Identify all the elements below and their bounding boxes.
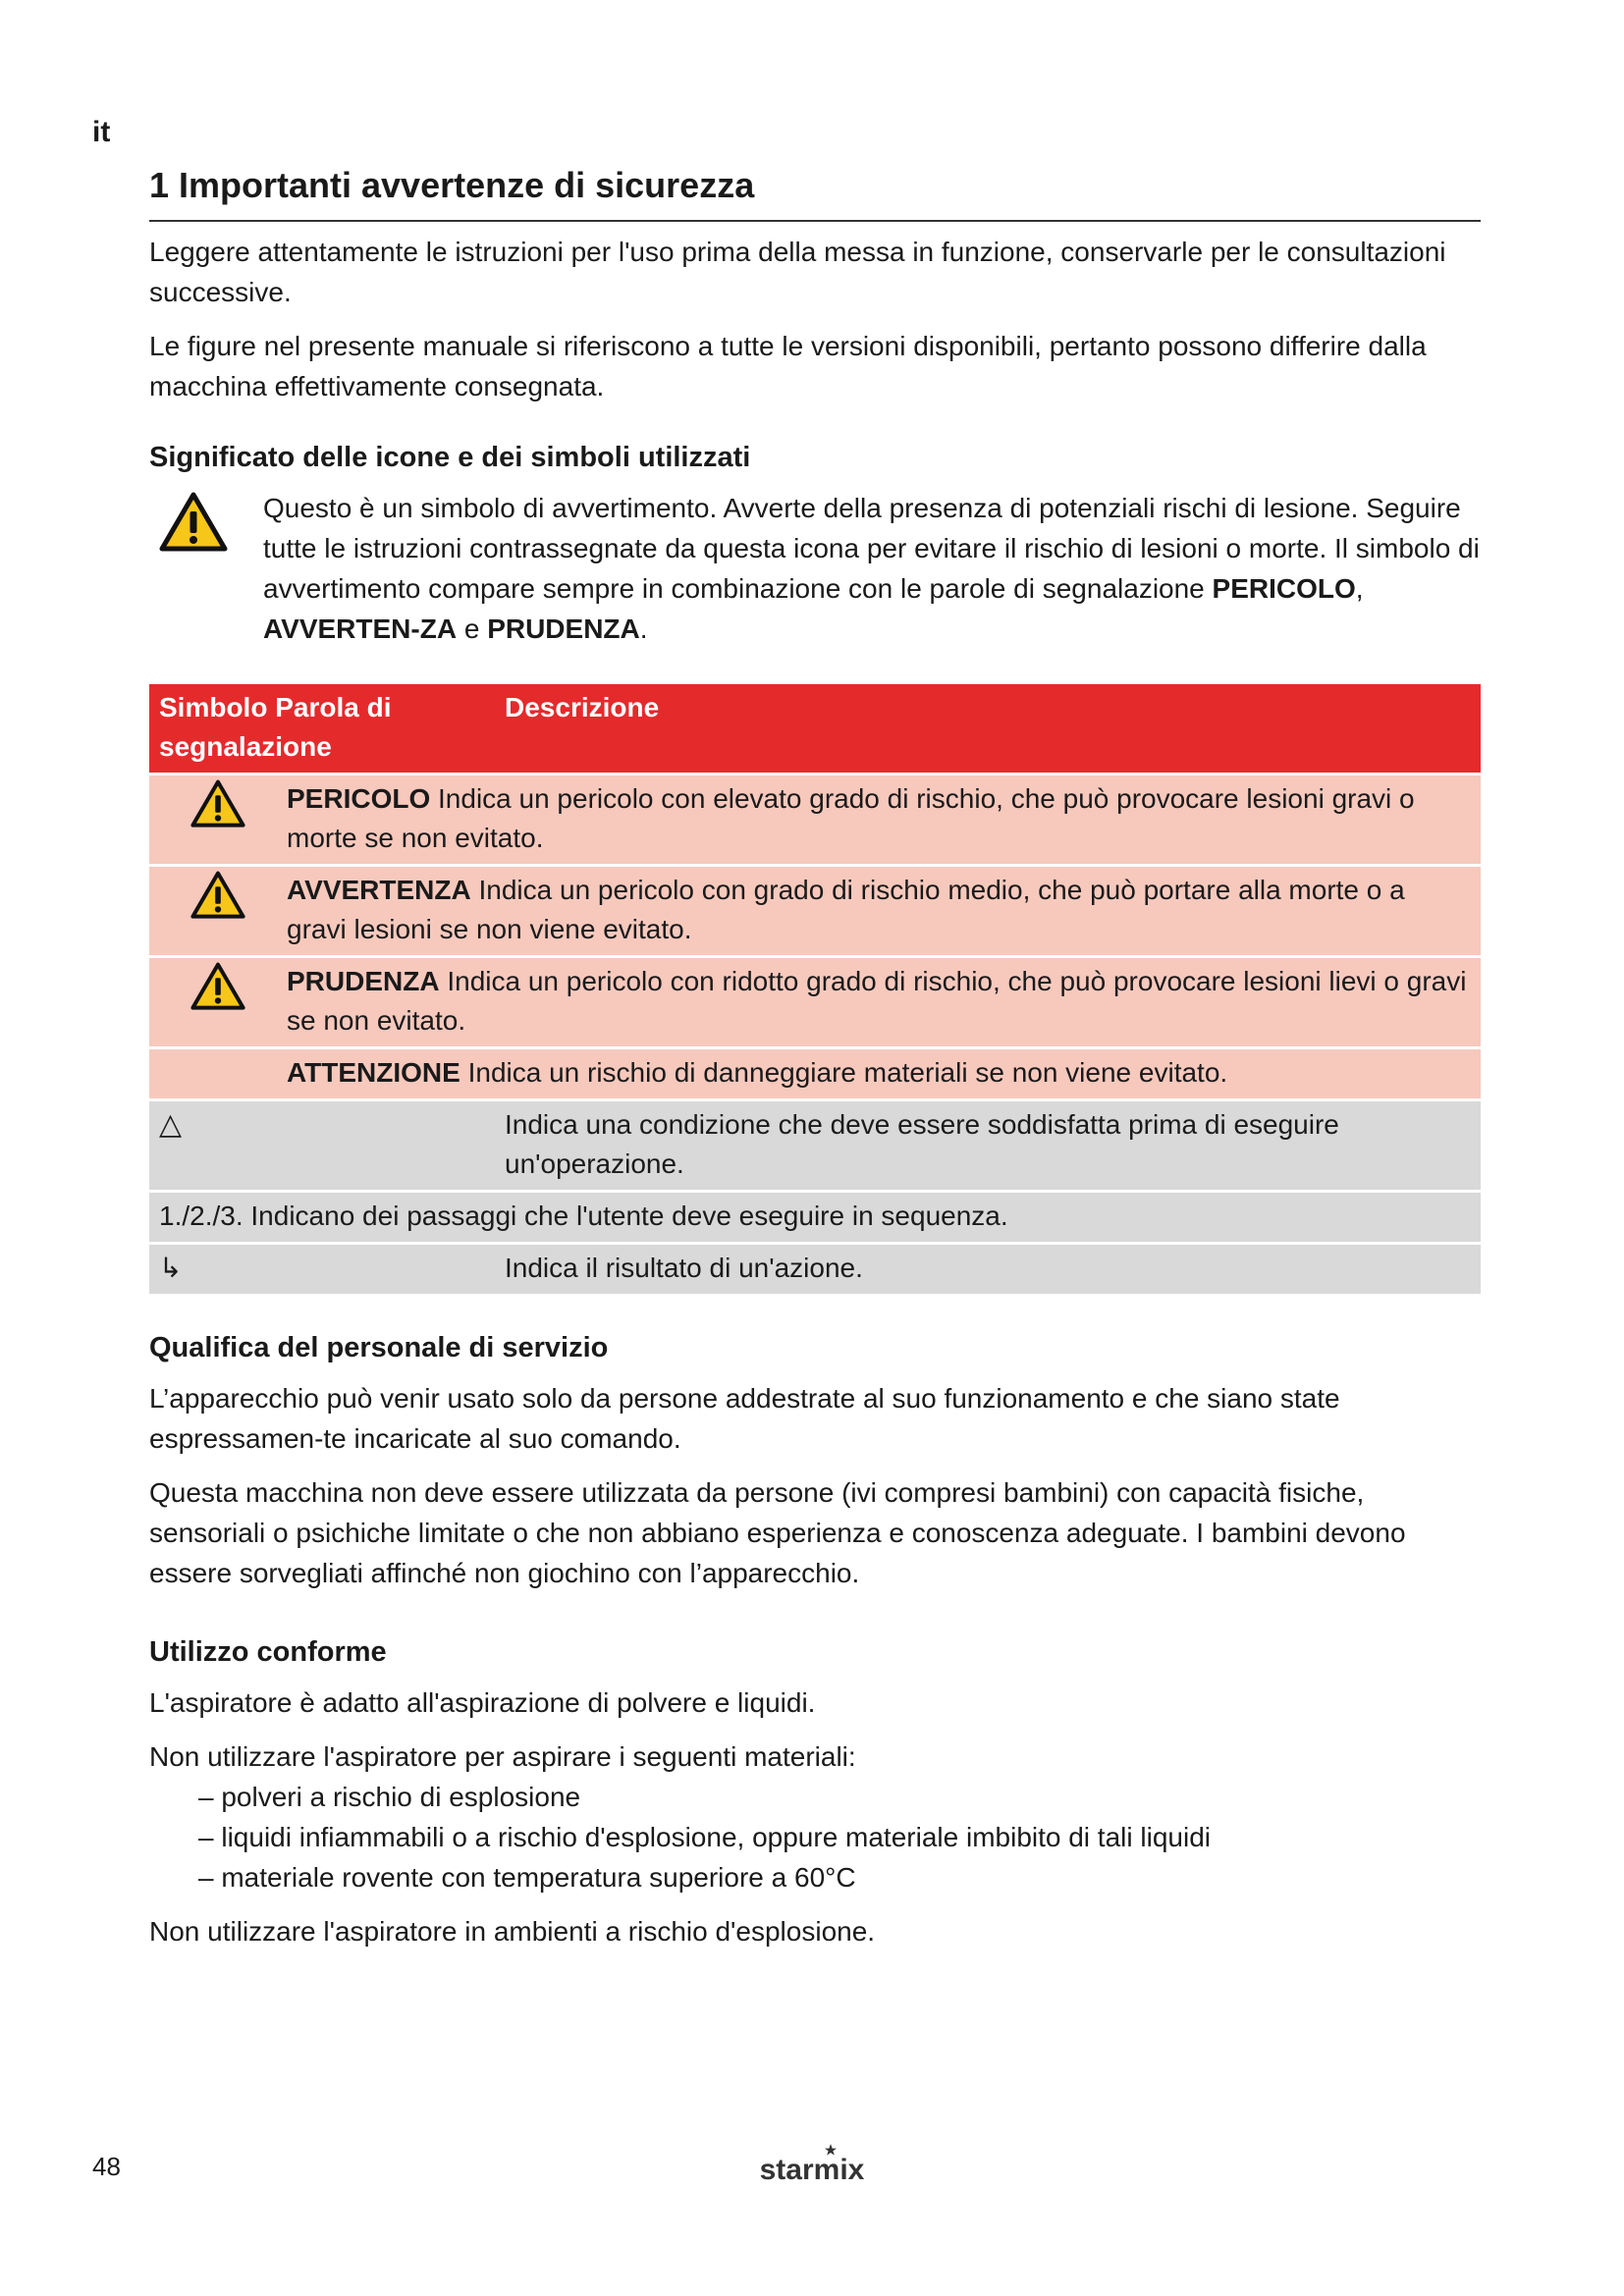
table-row [149,1100,1481,1192]
utilizzo-heading: Utilizzo conforme [149,1636,387,1668]
table-row [149,866,1481,957]
symbol-description: Indica il risultato di un'azione. [483,1244,1481,1296]
symbol-description: Indica una condizione che deve essere soddisfatta prima di eseguire un'operazione. [483,1100,1481,1192]
warning-triangle-icon [149,488,242,649]
table-row [149,1192,1481,1244]
keyword-prudenza: PRUDENZA [487,614,640,644]
section-title: 1 Importanti avvertenze di sicurezza [149,165,1481,222]
table-row [149,774,1481,866]
table-header-description: Descrizione [483,684,1481,774]
list-item: – polveri a rischio di esplosione [198,1782,581,1812]
signal-word: PRUDENZA [287,966,440,996]
signal-description: Indica un pericolo con elevato grado di rischio, che può provocare lesioni gravi o morte se non evitato. [287,783,1415,853]
qualifica-paragraph-1: L’apparecchio può venir usato solo da persone addestrate al suo funzionamento e che siano state espressamen-te incaricate al suo comando. [149,1383,1340,1454]
brand-wordmark: starmix [759,2154,865,2186]
keyword-pericolo: PERICOLO [1212,573,1356,604]
warning-triangle-icon [149,774,287,866]
steps-symbol: 1./2./3. [159,1201,244,1231]
result-arrow-icon: ↳ [149,1244,287,1296]
signal-description: Indica un rischio di danneggiare materiali se non viene evitato. [467,1057,1228,1088]
symbol-description: Indicano dei passaggi che l'utente deve eseguire in sequenza. [250,1201,1008,1231]
signal-word: PERICOLO [287,783,431,814]
qualifica-heading: Qualifica del personale di servizio [149,1332,609,1363]
condition-triangle-icon: △ [149,1100,287,1192]
table-row [149,1048,1481,1100]
page-number: 48 [92,2152,121,2181]
warning-triangle-icon [149,866,287,957]
table-row [149,1244,1481,1296]
list-item: – liquidi infiammabili o a rischio d'esplosione, oppure materiale imbibito di tali liquidi [198,1822,1211,1852]
intro-paragraph-1: Leggere attentamente le istruzioni per l'uso prima della messa in funzione, conservarle per le consultazioni successive. [149,237,1446,307]
signal-word: ATTENZIONE [287,1057,460,1088]
table-header-symbol-signal: Simbolo Parola di segnalazione [149,684,483,774]
page-content [149,165,1481,1965]
language-code: it [92,116,111,148]
intro-paragraph-2: Le figure nel presente manuale si riferiscono a tutte le versioni disponibili, pertanto possono differire dalla macchina effettivamente consegnata. [149,331,1427,401]
utilizzo-paragraph-2: Non utilizzare l'aspiratore per aspirare i seguenti materiali: [149,1741,856,1772]
utilizzo-paragraph-1: L'aspiratore è adatto all'aspirazione di polvere e liquidi. [149,1687,816,1718]
list-item: – materiale rovente con temperatura superiore a 60°C [198,1862,856,1893]
icons-heading: Significato delle icone e dei simboli utilizzati [149,442,751,473]
warning-symbol-description: Questo è un simbolo di avvertimento. Avverte della presenza di potenziali rischi di lesione. Seguire tutte le istruzioni contrassegnate da questa icona per evitare il rischio di lesioni o morte. Il simbolo di avvertimento compare sempre in combinazione con le parole di segnalazione PERICOLO, AVVERTEN-ZA e PRUDENZA. [263,493,1480,644]
warning-triangle-icon [149,957,287,1048]
starmix-logo [748,2140,876,2189]
table-header-row [149,684,1481,774]
utilizzo-paragraph-3: Non utilizzare l'aspiratore in ambienti a rischio d'esplosione. [149,1916,876,1947]
excluded-materials-list [198,1777,1481,1897]
signal-description: Indica un pericolo con grado di rischio medio, che può portare alla morte o a gravi lesioni se non viene evitato. [287,875,1405,944]
signal-words-table [149,684,1481,1297]
qualifica-paragraph-2: Questa macchina non deve essere utilizzata da persone (ivi compresi bambini) con capacità fisiche, sensoriali o psichiche limitate o che non abbiano esperienza e conoscenza adeguate. I bambini devono essere sorvegliati affinché non giochino con l’apparecchio. [149,1477,1406,1588]
signal-description: Indica un pericolo con ridotto grado di rischio, che può provocare lesioni lievi o gravi se non evitato. [287,966,1467,1036]
table-row [149,957,1481,1048]
signal-word: AVVERTENZA [287,875,471,905]
warning-symbol-intro [149,488,1481,649]
keyword-avvertenza: AVVERTEN-ZA [263,614,458,644]
